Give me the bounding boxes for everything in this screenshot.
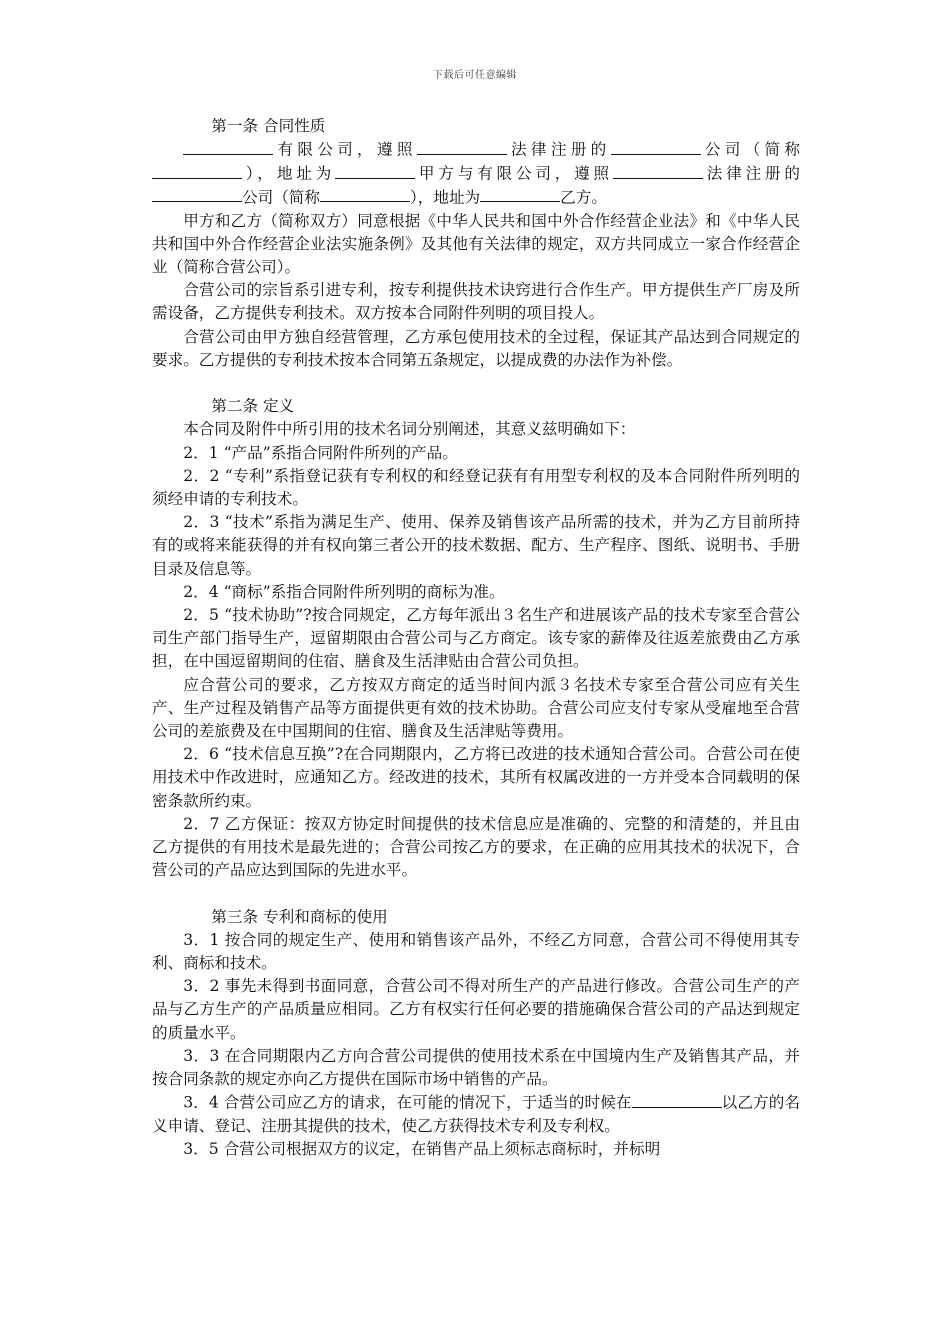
clause-2-7: 2．7 乙方保证：按双方协定时间提供的技术信息应是准确的、完整的和清楚的，并且由乙方提供的有用技术是最先进的；合营公司按乙方的要求，在正确的应用其技术的状况下，合营公司的产品应达到国际的先进水平。 [152, 814, 800, 880]
blank-field [632, 1091, 677, 1108]
blank-field [183, 138, 273, 155]
article-1-parties: 有限公司，遵照 法律注册的 公司（简称），地址为 甲方与有限公司，遵照 法律注册的公司（简称 ），地址为 乙方。 [152, 138, 800, 209]
clause-2-3: 2．3 “技术”系指为满足生产、使用、保养及销售该产品所需的技术，并为乙方目前所持有的或将来能获得的并有权向第三者公开的技术数据、配方、生产程序、图纸、说明书、手册目录及信息等。 [152, 513, 800, 578]
blank-field [613, 162, 703, 179]
blank-field [335, 162, 415, 179]
contract-body [152, 115, 800, 1161]
clause-2-5: 2．5 “技术协助”?按合同规定，乙方每年派出３名生产和进展该产品的技术专家至合营公司生产部门指导生产，逗留期限由合营公司与乙方商定。该专家的薪俸及往返差旅费由乙方承担，在中国逗留期间的住宿、膳食及生活津贴由合营公司负担。 [152, 606, 800, 671]
clause-3-1: 3．1 按合同的规定生产、使用和销售该产品外，不经乙方同意，合营公司不得使用其专利、商标和技术。 [152, 930, 800, 973]
blank-field [152, 186, 242, 203]
blank-field [417, 138, 507, 155]
article-1-paragraph: 合营公司由甲方独自经营管理，乙方承包使用技术的全过程，保证其产品达到合同规定的要求。乙方提供的专利技术按本合同第五条规定，以提成费的办法作为补偿。 [152, 327, 800, 369]
blank-field [611, 138, 701, 155]
clause-2-6: 2．6 “技术信息互换”?在合同期限内，乙方将已改进的技术通知合营公司。合营公司在使用技术中作改进时，应通知乙方。经改进的技术，其所有权属改进的一方并受本合同载明的保密条款所约束。 [152, 745, 800, 810]
clause-3-2: 3．2 事先未得到书面同意，合营公司不得对所生产的产品进行修改。合营公司生产的产品与乙方生产的产品质量应相同。乙方有权实行任何必要的措施确保合营公司的产品达到规定的质量水平。 [152, 977, 800, 1042]
clause-3-4: 3．4 合营公司应乙方的请求，在可能的情况下，于适当的时候在 以乙方的名义申请、登记、注册其提供的技术，使乙方获得技术专利及专利权。 [152, 1091, 800, 1138]
page-header: 下载后可任意编辑 [433, 70, 517, 81]
clause-2-1: 2．1 “产品”系指合同附件所列的产品。 [183, 443, 458, 462]
clause-2-5-continued: 应合营公司的要求，乙方按双方商定的适当时间内派３名技术专家至合营公司应有关生产、生产过程及销售产品等方面提供更有效的技术协助。合营公司应支付专家从受雇地至合营公司的差旅费及在中国期间的住宿、膳食及生活津贴等费用。 [152, 675, 800, 741]
clause-2-2: 2．2 “专利”系指登记获有专利权的和经登记获有有用型专利权的及本合同附件所列明的须经申请的专利技术。 [152, 466, 800, 509]
clause-3-3: 3．3 在合同期限内乙方向合营公司提供的使用技术系在中国境内生产及销售其产品，并按合同条款的规定亦向乙方提供在国际市场中销售的产品。 [152, 1046, 800, 1089]
blank-field [320, 186, 410, 203]
blank-field [152, 162, 242, 179]
blank-field [480, 186, 560, 203]
clause-2-4: 2．4 “商标”系指合同附件所列明的商标为准。 [183, 582, 505, 601]
blank-field [677, 1091, 722, 1108]
article-2-intro: 本合同及附件中所引用的技术名词分别阐述，其意义兹明确如下： [183, 420, 636, 439]
article-2-title: 第二条 定义 [211, 397, 295, 416]
article-3-title: 第三条 专利和商标的使用 [211, 907, 388, 926]
clause-3-5: 3．5 合营公司根据双方的议定，在销售产品上须标志商标时，并标明 [183, 1140, 661, 1159]
article-1-paragraph: 合营公司的宗旨系引进专利，按专利提供技术诀窍进行合作生产。甲方提供生产厂房及所需设备，乙方提供专利技术。双方按本合同附件列明的项目投人。 [152, 281, 800, 323]
article-1-paragraph: 甲方和乙方（简称双方）同意根据《中华人民共和国中外合作经营企业法》和《中华人民共和国中外合作经营企业法实施条例》及其他有关法律的规定，双方共同成立一家合作经营企业（简称合营公司）。 [152, 211, 800, 276]
article-1-title: 第一条 合同性质 [211, 117, 326, 135]
